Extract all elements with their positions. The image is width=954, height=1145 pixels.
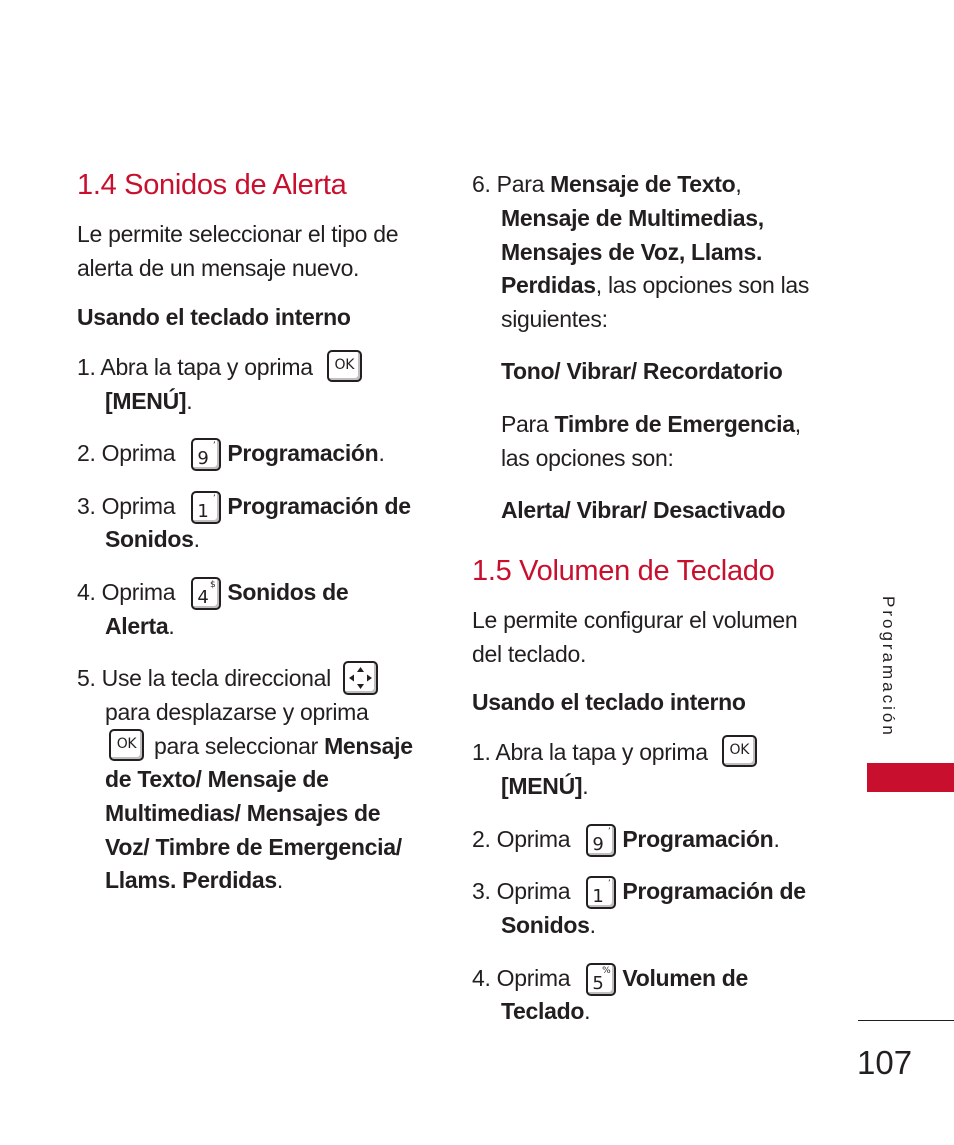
step-2-text: 2. Oprima [472,826,571,852]
step-3-text: 3. Oprima [77,493,176,519]
step-6-text-4: , las opciones son las [595,272,810,298]
key-digit: 1 [592,886,604,908]
section-heading-1-4: 1.4 Sonidos de Alerta [77,169,347,201]
step-6-target: Mensaje de Texto [550,171,736,197]
ok-key-icon: OK [327,350,362,382]
step-4-target: Volumen de [622,965,749,991]
step-6-line-4 [501,268,809,302]
step-5-line-3 [109,729,413,764]
step-4-target: Sonidos de [227,579,349,605]
key-digit: 5 [592,973,604,995]
step-6-line-2: Mensaje de Multimedias, [501,205,764,231]
arrows-icon [345,663,376,693]
key-4-icon [191,577,221,610]
side-section-label: Programación [879,596,898,738]
punct: , [794,411,801,437]
step-1-line-2 [105,384,192,418]
punct: . [589,912,596,938]
step-5-line-2: para desplazarse y oprima [105,699,369,725]
options-1: Tono/ Vibrar/ Recordatorio [501,358,783,384]
intro-line-2: del teclado. [472,641,587,667]
punct: . [378,440,385,466]
step-2-target: Programación [622,826,774,852]
punct: , [735,171,742,197]
step-5-text: 5. Use la tecla direccional [77,665,331,691]
key-1-icon [191,491,221,524]
step-3 [472,874,806,909]
step-4-line-2 [105,609,175,643]
punct: . [168,613,175,639]
key-9-icon [586,824,616,857]
key-digit: 9 [197,448,209,470]
step-6-target-4: Perdidas [501,272,596,298]
step-5-target: Mensaje [324,733,413,759]
para-2 [501,407,801,441]
step-4 [77,575,348,610]
key-5-icon [586,963,616,996]
step-4 [472,961,748,996]
intro-line-2: alerta de un mensaje nuevo. [77,255,360,281]
step-4-line-2 [501,994,590,1028]
key-mark-icon: ʼ [607,879,611,890]
footer-rule [858,1020,954,1021]
navigation-key-icon [343,661,378,695]
key-symbol: % [602,966,611,977]
key-1-icon [586,876,616,909]
step-5-line-4: de Texto/ Mensaje de [105,766,329,792]
step-3-text: 3. Oprima [472,878,571,904]
step-3 [77,489,411,524]
step-3-target: Programación de [622,878,806,904]
key-mark-icon: ʼ [212,494,216,505]
step-1 [77,350,362,385]
step-3-line-2 [501,908,596,942]
step-6 [472,167,741,201]
step-1-text: 1. Abra la tapa y oprima [472,739,708,765]
key-mark-icon: ʼ [607,827,611,838]
step-2-target: Programación [227,440,379,466]
step-2 [77,436,385,471]
step-3-line-2 [105,522,200,556]
step-1-text: 1. Abra la tapa y oprima [77,354,313,380]
step-5-line-7 [105,863,283,897]
step-3-target: Programación de [227,493,411,519]
step-4-target-2: Teclado [501,998,585,1024]
step-5 [77,661,378,697]
step-5-text-3: para seleccionar [154,733,325,759]
step-3-target-2: Sonidos [501,912,590,938]
ok-key-icon: OK [109,729,144,761]
section-heading-1-5: 1.5 Volumen de Teclado [472,555,775,587]
para-2-text: Para [501,411,555,437]
punct: . [276,867,284,893]
options-2: Alerta/ Vibrar/ Desactivado [501,497,786,523]
step-2 [472,822,780,857]
key-digit: 4 [197,587,209,609]
key-mark-icon: ʼ [212,441,216,452]
page-number: 107 [857,1044,913,1081]
step-4-text: 4. Oprima [472,965,571,991]
step-5-target-7: Llams. Perdidas [105,867,277,893]
punct: . [773,826,780,852]
key-symbol: $ [209,580,216,591]
para-2-target: Timbre de Emergencia [554,411,795,437]
step-5-line-6: Voz/ Timbre de Emergencia/ [105,834,402,860]
punct: . [584,998,591,1024]
step-4-target-2: Alerta [105,613,169,639]
punct: . [186,388,193,414]
para-2-line-2: las opciones son: [501,445,674,471]
intro-line-1: Le permite seleccionar el tipo de [77,221,399,247]
step-3-target-2: Sonidos [105,526,194,552]
step-6-line-5: siguientes: [501,306,608,332]
punct: . [582,773,589,799]
menu-label: [MENÚ] [105,388,187,414]
intro-line-1: Le permite configurar el volumen [472,607,798,633]
step-2-text: 2. Oprima [77,440,176,466]
key-9-icon [191,438,221,471]
step-6-line-3: Mensajes de Voz, Llams. [501,239,763,265]
step-4-text: 4. Oprima [77,579,176,605]
key-digit: 1 [197,501,209,523]
step-1-line-2 [501,769,588,803]
subheading: Usando el teclado interno [472,689,746,715]
side-tab-marker [867,763,954,792]
step-5-line-5: Multimedias/ Mensajes de [105,800,381,826]
ok-key-icon: OK [722,735,757,767]
punct: . [193,526,200,552]
step-1 [472,735,757,770]
step-6-text: 6. Para [472,171,551,197]
menu-label: [MENÚ] [501,773,583,799]
key-digit: 9 [592,834,604,856]
subheading: Usando el teclado interno [77,304,351,330]
